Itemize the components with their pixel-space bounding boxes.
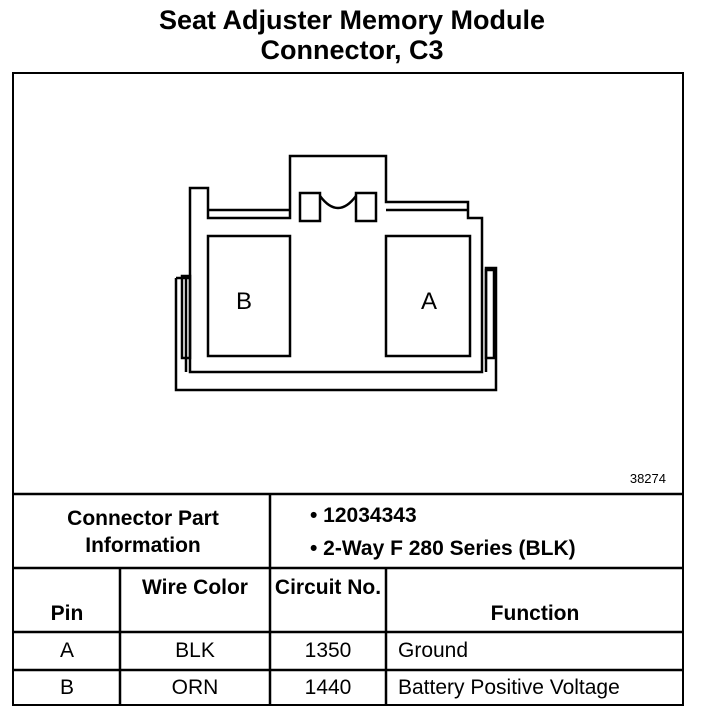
row-1-function: Ground xyxy=(398,639,469,662)
row-1-pin: A xyxy=(59,639,74,662)
header-pin: Pin xyxy=(50,602,84,625)
figure-number: 38274 xyxy=(629,471,666,486)
row-1-circuit: 1350 xyxy=(304,639,352,662)
header-wire-color: Wire Color xyxy=(142,576,248,599)
part-series-item: • 2-Way F 280 Series (BLK) xyxy=(310,537,576,560)
title-line-2: Connector, C3 xyxy=(260,35,444,65)
row-1-wire-color: BLK xyxy=(175,639,215,662)
row-2-wire-color: ORN xyxy=(171,676,219,699)
row-2-pin: B xyxy=(59,676,74,699)
title-line-1: Seat Adjuster Memory Module xyxy=(158,5,546,35)
row-2-function: Battery Positive Voltage xyxy=(398,676,620,699)
pin-a-label: A xyxy=(421,288,438,315)
part-number-item: • 12034343 xyxy=(310,504,417,527)
connector-body xyxy=(190,156,482,372)
row-2-circuit: 1440 xyxy=(304,676,352,699)
header-circuit-no: Circuit No. xyxy=(274,576,382,599)
pin-b-label: B xyxy=(236,288,253,315)
header-function: Function xyxy=(490,602,580,625)
connector-part-info-label: Connector Part Information xyxy=(67,507,219,557)
